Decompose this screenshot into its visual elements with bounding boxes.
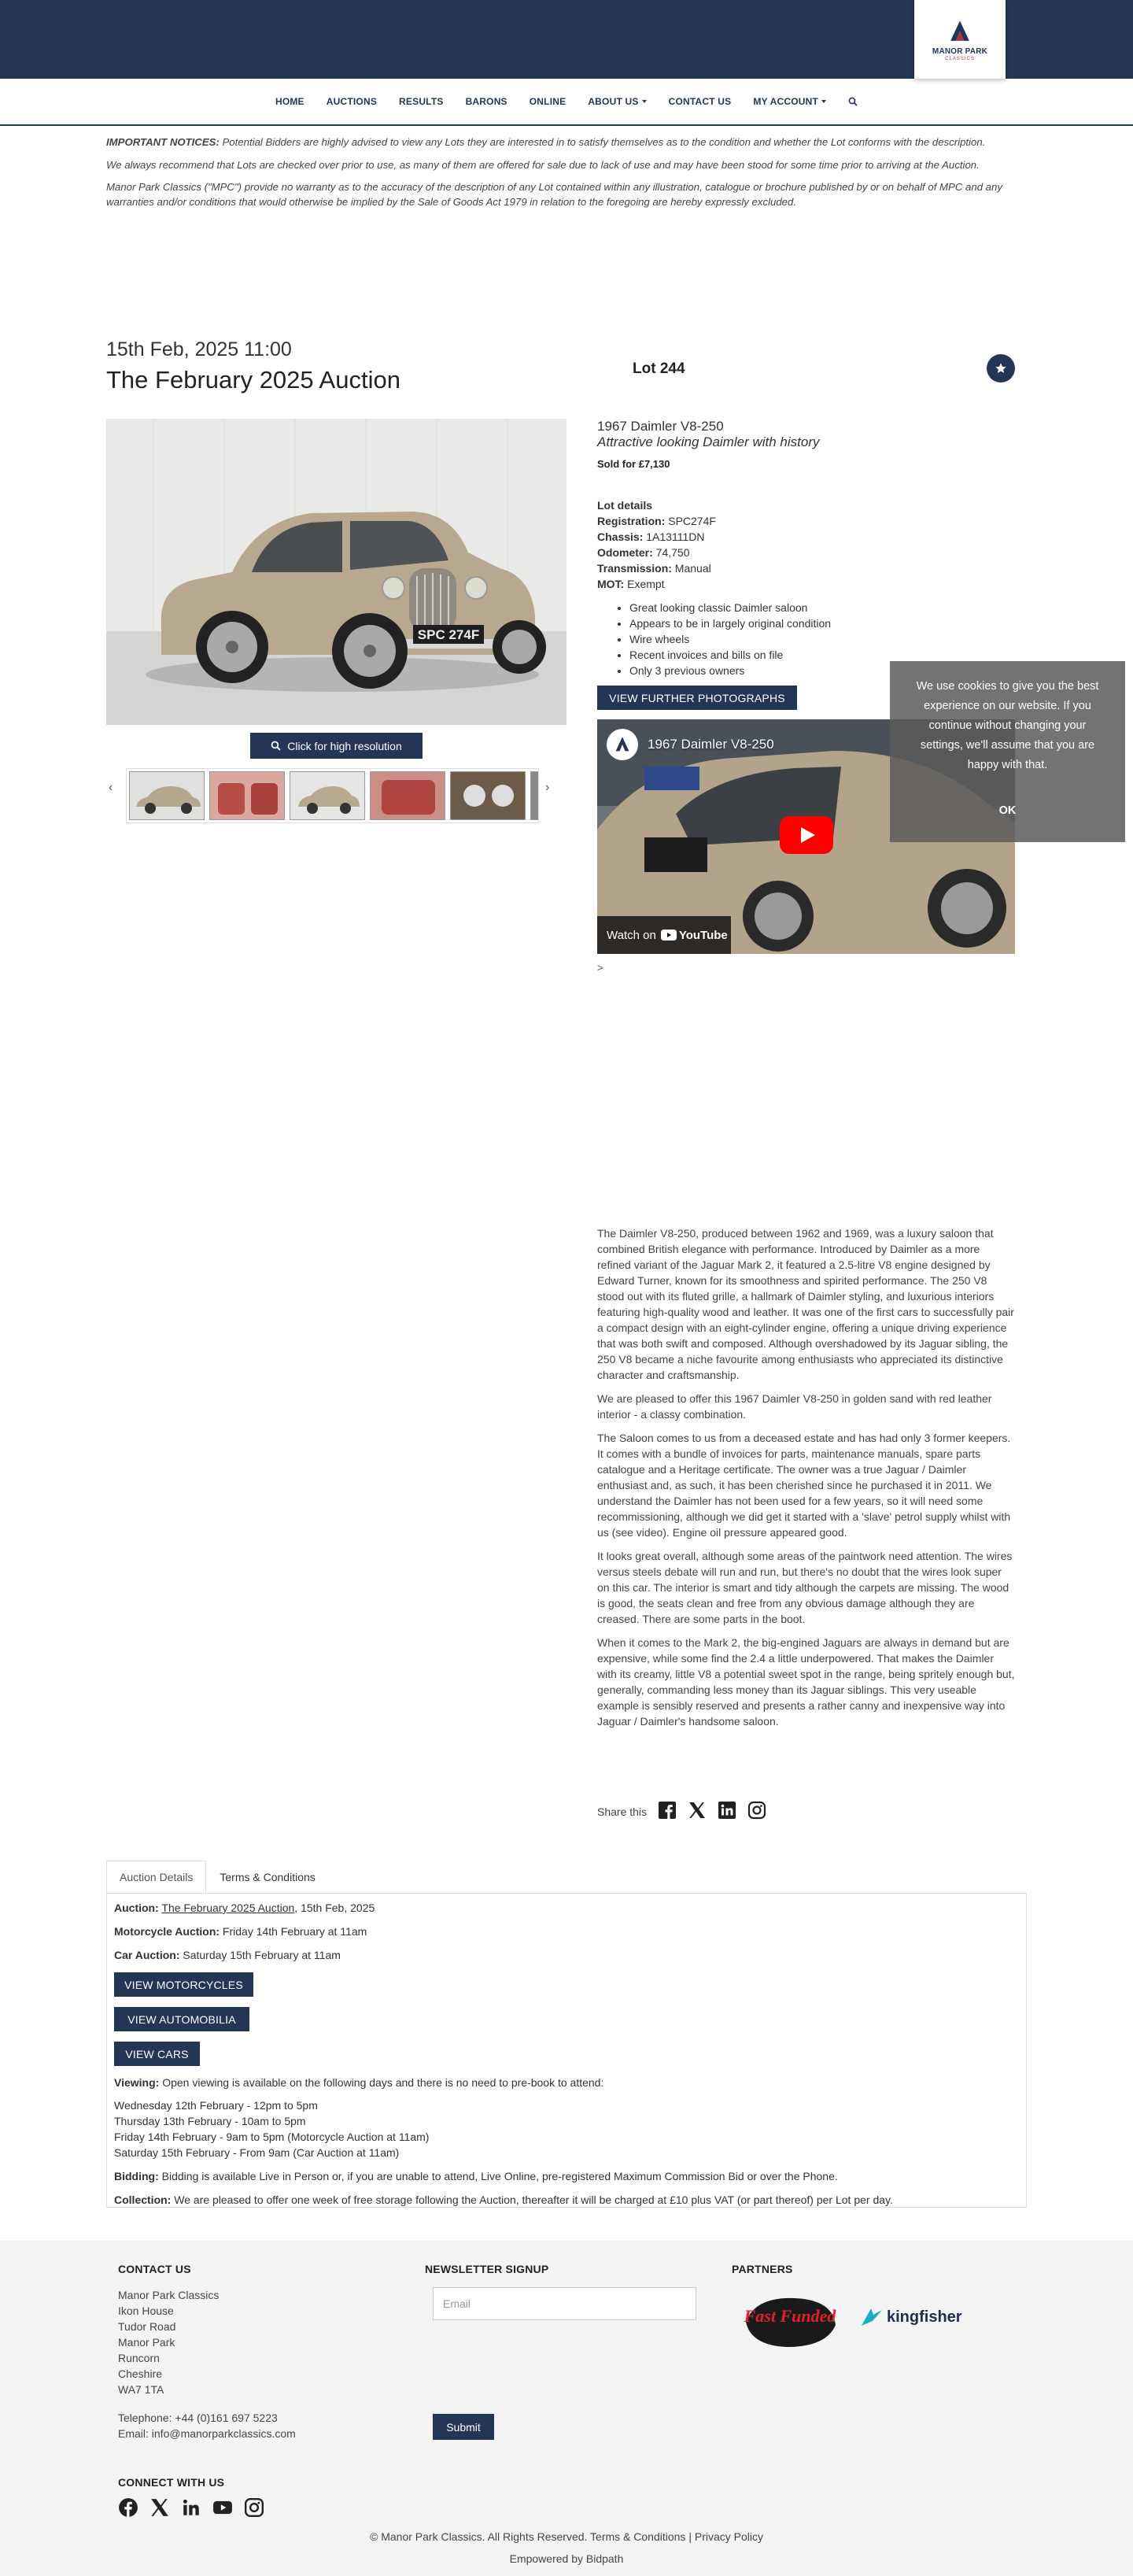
description-paragraph: We are pleased to offer this 1967 Daimler V8-250 in golden sand with red leather interior - a classy combination. — [597, 1392, 992, 1421]
cookie-ok-button[interactable]: OK — [998, 804, 1017, 817]
detail-label: Registration: — [597, 515, 666, 527]
main-nav — [0, 79, 1133, 126]
detail-label: MOT: — [597, 578, 625, 590]
detail-value: Exempt — [624, 578, 665, 590]
detail-transmission — [597, 560, 716, 576]
description-paragraph: The Saloon comes to us from a deceased estate and has had only 3 former keepers. It comes with a bundle of invoices for parts, maintenance manuals, spare parts catalogue and a Heritage certificate. The owner was a true Jaguar / Daimler enthusiast and, as such, it has been cherished since he purchased it in 2011. We understand the Daimler has not been used for a few years, so it will need some recommissioning, although we did get it started with a 'slave' petrol supply whilst with us (see video). Engine oil pressure appeared good. — [597, 1432, 1011, 1539]
thumbnail[interactable] — [209, 771, 285, 820]
auction-link-label: The February 2025 Auction — [161, 1902, 295, 1914]
search-icon — [848, 97, 858, 106]
logo-mark-icon — [611, 734, 633, 756]
footer-copyright: © Manor Park Classics. All Rights Reserved. Terms & Conditions | Privacy Policy — [370, 2530, 763, 2543]
footer-telephone[interactable]: Telephone: +44 (0)161 697 5223 — [118, 2412, 278, 2424]
thumbnail[interactable] — [370, 771, 445, 820]
fast-funded-logo — [740, 2290, 842, 2352]
detail-value: SPC274F — [665, 515, 716, 527]
footer-partners-heading: PARTNERS — [732, 2263, 793, 2275]
facebook-icon — [658, 1801, 677, 1820]
description-paragraph: When it comes to the Mark 2, the big-engined Jaguars are always in demand but are expensive, while some find the 2.4 a little underpowered. That makes the Daimler with its creamy, little V8 a potential sweet spot in the range, being spritely enough but, generally, commanding less money than its Jaguar siblings. This very useable example is sensibly reserved and presents a rather canny and inexpensive way into Jaguar / Daimler's handsome saloon. — [597, 1636, 1015, 1728]
thumbnail-strip — [126, 768, 539, 823]
detail-label: Odometer: — [597, 546, 653, 559]
list-item: • Great looking classic Daimler saloon — [629, 600, 831, 615]
social-linkedin[interactable] — [181, 2497, 201, 2520]
kingfisher-logo-icon — [860, 2305, 884, 2329]
nav-about-label: ABOUT US — [588, 96, 639, 107]
panel-value: Bidding is available Live in Person or, if you are unable to attend, Live Online, pre-registered Maximum Commission Bid or over the Phone. — [158, 2170, 838, 2182]
nav-about[interactable] — [577, 96, 657, 107]
nav-auctions[interactable]: AUCTIONS — [326, 96, 378, 107]
address-line: WA7 1TA — [118, 2383, 164, 2396]
panel-label: Motorcycle Auction: — [114, 1925, 220, 1938]
instagram-icon — [747, 1801, 766, 1820]
chevron-down-icon — [821, 100, 826, 103]
footer-powered-by: Empowered by Bidpath — [509, 2552, 624, 2565]
panel-bidding — [114, 2168, 838, 2184]
view-automobilia-button[interactable]: VIEW AUTOMOBILIA — [114, 2007, 249, 2031]
partner-fast-funded-label: Fast Funded — [744, 2306, 836, 2326]
panel-viewing — [114, 2075, 603, 2090]
thumbnail[interactable] — [290, 771, 365, 820]
footer-address — [118, 2287, 219, 2397]
cookie-text: We use cookies to give you the best experience on our website. If you continue without changing your settings, we'll assume that you are happy with that. — [916, 680, 1099, 771]
address-line: Cheshire — [118, 2367, 163, 2380]
notice-1-text: Potential Bidders are highly advised to view any Lots they are interested in to satisfy themselves as to the condition and whether the Lot conforms with the description. — [219, 136, 986, 148]
panel-collection — [114, 2192, 893, 2208]
panel-label: Collection: — [114, 2193, 172, 2206]
chevron-down-icon — [642, 100, 647, 103]
view-motorcycles-button[interactable]: VIEW MOTORCYCLES — [114, 1972, 253, 1997]
further-photos-button[interactable]: VIEW FURTHER PHOTOGRAPHS — [597, 686, 797, 710]
list-item: • Recent invoices and bills on file — [629, 647, 831, 663]
view-cars-button[interactable]: VIEW CARS — [114, 2042, 200, 2066]
thumbnail[interactable] — [530, 771, 539, 820]
viewing-day: Saturday 15th February - From 9am (Car Auction at 11am) — [114, 2146, 400, 2159]
youtube-icon — [212, 2497, 233, 2518]
logo-name: MANOR PARK — [932, 46, 988, 56]
favourite-button[interactable] — [987, 354, 1015, 383]
youtube-logo — [661, 929, 728, 942]
partner-kingfisher-label: kingfisher — [887, 2308, 962, 2326]
auction-title: The February 2025 Auction — [106, 366, 400, 394]
high-resolution-button[interactable] — [250, 733, 423, 759]
footer-terms-link[interactable]: Terms & Conditions — [590, 2530, 686, 2543]
auction-details-panel — [106, 1893, 1027, 2208]
youtube-icon — [661, 930, 677, 941]
panel-auction — [114, 1900, 375, 1916]
share-bar — [597, 1801, 766, 1822]
nav-online[interactable]: ONLINE — [529, 96, 566, 107]
tab-terms[interactable]: Terms & Conditions — [220, 1871, 316, 1883]
detail-registration — [597, 513, 716, 529]
social-youtube[interactable] — [212, 2497, 233, 2520]
video-title[interactable]: 1967 Daimler V8-250 — [648, 737, 774, 752]
share-label: Share this — [597, 1805, 648, 1818]
play-icon[interactable] — [780, 816, 833, 854]
detail-label: Chassis: — [597, 530, 644, 543]
list-item: • Appears to be in largely original condition — [629, 615, 831, 631]
copyright-text: © Manor Park Classics. All Rights Reserved. — [370, 2530, 588, 2543]
partner-fast-funded[interactable] — [740, 2290, 842, 2352]
share-instagram[interactable] — [747, 1801, 766, 1822]
high-resolution-label: Click for high resolution — [287, 739, 402, 752]
panel-label: Car Auction: — [114, 1949, 180, 1961]
share-x[interactable] — [688, 1801, 707, 1822]
footer-privacy-link[interactable]: Privacy Policy — [694, 2530, 763, 2543]
detail-chassis — [597, 529, 716, 545]
detail-value: Manual — [671, 562, 711, 575]
auction-link[interactable] — [161, 1902, 294, 1914]
notice-2: We always recommend that Lots are checked over prior to use, as many of them are offered for sale due to lack of use and may have been stood for some time prior to arriving at the Auction. — [106, 158, 980, 171]
share-facebook[interactable] — [658, 1801, 677, 1822]
viewing-day: Wednesday 12th February - 12pm to 5pm — [114, 2099, 318, 2112]
search-icon — [271, 741, 281, 751]
notice-3: Manor Park Classics ("MPC") provide no warranty as to the accuracy of the description of any Lot contained within any illustration, catalogue or brochure published by or on behalf of MPC and any warranties and/or conditions that would otherwise be implied by the Sale of Goods Act 1979 in relation to the foregoing are hereby expressly excluded. — [106, 181, 1002, 208]
channel-avatar[interactable] — [607, 729, 638, 760]
nav-account[interactable] — [742, 96, 837, 107]
list-item: • Wire wheels — [629, 631, 831, 647]
linkedin-icon — [181, 2497, 201, 2518]
cookie-notice — [890, 661, 1125, 842]
nav-home[interactable]: HOME — [275, 96, 304, 107]
panel-viewing-days — [114, 2097, 429, 2160]
panel-label: Bidding: — [114, 2170, 159, 2182]
panel-motorcycle-auction — [114, 1924, 367, 1939]
watch-on-youtube[interactable] — [597, 916, 731, 954]
logo-sub: CLASSICS — [945, 56, 975, 61]
lot-description — [597, 1225, 1015, 1737]
star-icon — [995, 362, 1007, 375]
footer-connect-heading: CONNECT WITH US — [118, 2476, 225, 2489]
address-line: Runcorn — [118, 2352, 160, 2364]
important-notices — [106, 135, 1027, 217]
nav-search[interactable] — [837, 97, 869, 106]
instagram-icon — [244, 2497, 264, 2518]
partner-kingfisher[interactable] — [860, 2305, 962, 2329]
footer-contact — [118, 2410, 296, 2441]
social-facebook[interactable] — [118, 2497, 138, 2520]
x-icon — [149, 2497, 170, 2518]
description-paragraph: The Daimler V8-250, produced between 1962 and 1969, was a luxury saloon that combined British elegance with performance. Introduced by Daimler as a more refined variant of the Jaguar Mark 2, it featured a 2.5-litre V8 engine designed by Edward Turner, known for its smoothness and spirited performance. The 250 V8 stood out with its fluted grille, a hallmark of Daimler styling, and luxurious interiors featuring high-quality wood and leather. It was one of the first cars to successfully pair a compact design with an eight-cylinder engine, offering a unique driving experience that was both swift and composed. Although overshadowed by its Jaguar sibling, the 250 V8 became a niche favourite among enthusiasts who appreciated its distinctive character and craftsmanship. — [597, 1227, 1014, 1381]
tab-auction-details[interactable]: Auction Details — [106, 1861, 206, 1894]
detail-value: 74,750 — [652, 546, 690, 559]
number-plate: SPC 274F — [417, 627, 480, 642]
social-x[interactable] — [149, 2497, 170, 2520]
panel-value: We are pleased to offer one week of free storage following the Auction, thereafter it will be charged at £10 plus VAT (or part thereof) per Lot per day. — [171, 2193, 893, 2206]
nav-results[interactable]: RESULTS — [399, 96, 444, 107]
thumbnail[interactable] — [450, 771, 526, 820]
newsletter-email-input[interactable] — [433, 2287, 696, 2320]
thumbs-next-icon[interactable]: › — [545, 781, 550, 794]
logo-mark-icon — [947, 18, 973, 45]
footer-contact-heading: CONTACT US — [118, 2263, 191, 2275]
footer-newsletter-heading: NEWSLETTER SIGNUP — [425, 2263, 549, 2275]
thumbnail[interactable] — [129, 771, 205, 820]
sold-price: Sold for £7,130 — [597, 458, 670, 470]
detail-value: 1A13111DN — [643, 530, 705, 543]
viewing-day: Friday 14th February - 9am to 5pm (Motorcycle Auction at 11am) — [114, 2131, 430, 2143]
panel-value: Open viewing is available on the following days and there is no need to pre-book to attend: — [159, 2076, 604, 2089]
social-instagram[interactable] — [244, 2497, 264, 2520]
share-linkedin[interactable] — [718, 1801, 736, 1822]
facebook-icon — [118, 2497, 138, 2518]
panel-car-auction — [114, 1947, 341, 1963]
newsletter-submit-button[interactable]: Submit — [433, 2414, 494, 2440]
social-links — [118, 2497, 264, 2520]
address-line: Tudor Road — [118, 2320, 176, 2333]
thumbs-prev-icon[interactable]: ‹ — [109, 781, 113, 794]
panel-value: , 15th Feb, 2025 — [294, 1902, 375, 1914]
panel-value: Friday 14th February at 11am — [220, 1925, 367, 1938]
detail-mot — [597, 576, 716, 592]
lot-details-heading: Lot details — [597, 499, 653, 512]
nav-barons[interactable]: BARONS — [465, 96, 507, 107]
address-line: Manor Park — [118, 2336, 175, 2349]
car-photo — [106, 419, 566, 725]
address-line: Manor Park Classics — [118, 2289, 220, 2301]
lot-subtitle: Attractive looking Daimler with history — [597, 434, 820, 449]
notice-1 — [106, 135, 1027, 150]
detail-label: Transmission: — [597, 562, 672, 575]
lot-title: 1967 Daimler V8-250 — [597, 419, 724, 434]
lot-number: Lot 244 — [633, 360, 685, 377]
nav-contact[interactable]: CONTACT US — [668, 96, 732, 107]
nav-account-label: MY ACCOUNT — [753, 96, 819, 107]
auction-date: 15th Feb, 2025 11:00 — [106, 338, 292, 360]
detail-odometer — [597, 545, 716, 560]
panel-label: Viewing: — [114, 2076, 160, 2089]
video-caret: > — [597, 962, 603, 974]
main-lot-photo[interactable] — [106, 419, 566, 725]
footer-email[interactable]: Email: info@manorparkclassics.com — [118, 2427, 296, 2440]
youtube-label: YouTube — [678, 928, 728, 942]
list-item: • Only 3 previous owners — [629, 663, 831, 678]
viewing-day: Thursday 13th February - 10am to 5pm — [114, 2115, 306, 2127]
panel-label: Auction: — [114, 1902, 159, 1914]
notice-label: IMPORTANT NOTICES: — [106, 136, 220, 148]
x-icon — [688, 1801, 707, 1820]
linkedin-icon — [718, 1801, 736, 1820]
address-line: Ikon House — [118, 2304, 174, 2317]
lot-details — [597, 497, 716, 592]
site-logo[interactable] — [914, 0, 1006, 79]
auction-tabs — [106, 1861, 329, 1894]
panel-value: Saturday 15th February at 11am — [179, 1949, 341, 1961]
watch-on-label: Watch on — [607, 928, 656, 942]
description-paragraph: It looks great overall, although some areas of the paintwork need attention. The wires versus steels debate will run and run, but there's no doubt that the wires look super on this car. The interior is smart and tidy although the carpets are missing. The wood is good, the seats clean and free from any obvious damage although they are creased. There are some parts in the boot. — [597, 1550, 1013, 1625]
lot-highlights — [629, 600, 831, 678]
